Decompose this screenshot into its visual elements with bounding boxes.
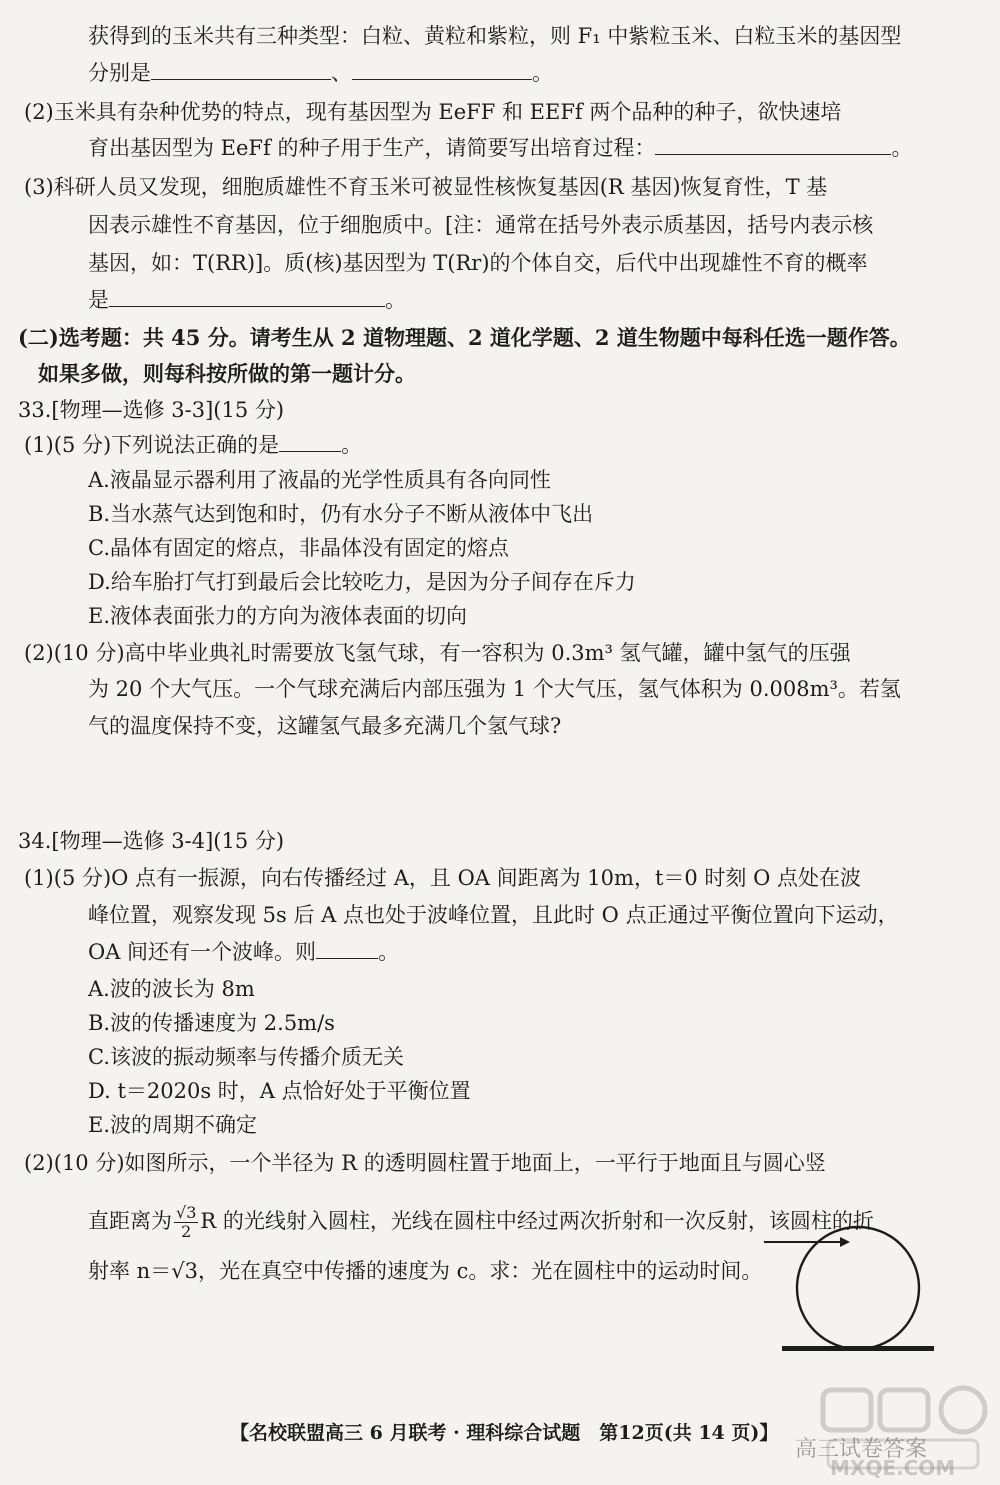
watermark-text: 高三试卷答案: [795, 1437, 928, 1462]
q33-part1-end: 。: [341, 433, 363, 457]
q34-part2-line-1: (2)(10 分)如图所示，一个半径为 R 的透明圆柱置于地面上，一平行于地面且与圆心竖: [24, 1151, 826, 1175]
answer-blank-purple[interactable]: [151, 59, 331, 80]
bio-q3-text: 是: [88, 288, 109, 312]
q33-part2-line-2: 为 20 个大气压。一个气球充满后内部压强为 1 个大气压，氢气体积为 0.008m³。若氢: [88, 677, 901, 701]
q34-part1-line-2: 峰位置，观察发现 5s 后 A 点也处于波峰位置，且此时 O 点正通过平衡位置向下运动，: [88, 903, 899, 927]
bio-q3-line-2: 因表示雄性不育基因，位于细胞质中。[注：通常在括号外表示质基因，括号内表示核: [88, 213, 874, 237]
q33-option-a: A.液晶显示器利用了液晶的光学性质具有各向同性: [88, 468, 551, 492]
answer-blank-q34[interactable]: [316, 938, 378, 959]
bio-q2-end: 。: [891, 136, 913, 160]
q34-option-c: C.该波的振动频率与传播介质无关: [88, 1045, 404, 1069]
watermark-url: MXQE.COM: [830, 1456, 956, 1480]
q33-part1: [24, 430, 362, 460]
q33-option-c: C.晶体有固定的熔点，非晶体没有固定的熔点: [88, 536, 509, 560]
fraction-denominator: 2: [181, 1222, 192, 1241]
answer-blank-q33[interactable]: [279, 431, 341, 452]
q34-option-e: E.波的周期不确定: [88, 1113, 258, 1137]
q34-part2-text-b: R 的光线射入圆柱，光线在圆柱中经过两次折射和一次反射，该圆柱的折: [200, 1209, 874, 1233]
fraction-numerator: √3: [176, 1203, 197, 1222]
answer-blank-probability[interactable]: [109, 286, 385, 307]
q34-title: 34.[物理—选修 3-4](15 分): [18, 829, 285, 853]
q34-option-a: A.波的波长为 8m: [88, 977, 255, 1001]
q34-part1-text: OA 间还有一个波峰。则: [88, 940, 317, 964]
bio-q3-line-3: 基因，如：T(RR)]。质(核)基因型为 T(Rr)的个体自交，后代中出现雄性不育的概率: [88, 251, 868, 275]
q33-option-d: D.给车胎打气打到最后会比较吃力，是因为分子间存在斥力: [88, 570, 636, 594]
bio-line-2-text: 分别是: [88, 61, 151, 85]
bio-sep: 、: [331, 61, 352, 85]
q34-part2-line-2: [88, 1204, 874, 1241]
q33-part1-text: (1)(5 分)下列说法正确的是: [24, 433, 280, 457]
bio-q3-end: 。: [385, 288, 406, 312]
ray-arrowhead: [840, 1237, 850, 1247]
q34-part1-line-3: [88, 937, 399, 967]
q33-option-e: E.液体表面张力的方向为液体表面的切向: [88, 604, 468, 628]
bio-end: 。: [532, 61, 553, 85]
cylinder-figure: [760, 1225, 950, 1360]
answer-blank-white[interactable]: [352, 59, 532, 80]
q34-option-d: D. t＝2020s 时，A 点恰好处于平衡位置: [88, 1079, 471, 1103]
page-footer: 【名校联盟高三 6 月联考 · 理科综合试题 第12页(共 14 页)】: [230, 1422, 779, 1444]
section-2-heading: (二)选考题：共 45 分。请考生从 2 道物理题、2 道化学题、2 道生物题中每科任选一题作答。: [18, 325, 911, 350]
q33-part2-line-1: (2)(10 分)高中毕业典礼时需要放飞氢气球，有一容积为 0.3m³ 氢气罐，罐中氢气的压强: [24, 641, 851, 665]
cylinder-cross-section: [797, 1227, 919, 1349]
bio-line-2: [88, 58, 553, 88]
bio-q2-line-1: (2)玉米具有杂种优势的特点，现有基因型为 EeFF 和 EEFf 两个品种的种子，欲快速培: [24, 100, 842, 124]
bio-q3-line-4: [88, 285, 406, 315]
ground-line: [782, 1346, 934, 1351]
fraction-sqrt3-over-2: [174, 1204, 198, 1241]
bio-q2-text: 育出基因型为 EeFf 的种子用于生产，请简要写出培育过程：: [88, 136, 656, 160]
q34-part1-line-1: (1)(5 分)O 点有一振源，向右传播经过 A，且 OA 间距离为 10m，t＝0 时刻 O 点处在波: [24, 866, 861, 890]
bio-line-1: 获得到的玉米共有三种类型：白粒、黄粒和紫粒，则 F₁ 中紫粒玉米、白粒玉米的基因型: [88, 24, 902, 48]
q33-option-b: B.当水蒸气达到饱和时，仍有水分子不断从液体中飞出: [88, 502, 594, 526]
q34-part1-end: 。: [378, 940, 400, 964]
bio-q3-line-1: (3)科研人员又发现，细胞质雄性不育玉米可被显性核恢复基因(R 基因)恢复育性，T 基: [24, 175, 828, 199]
q33-title: 33.[物理—选修 3-3](15 分): [18, 398, 285, 422]
answer-blank-breeding[interactable]: [655, 134, 891, 155]
q33-part2-line-3: 气的温度保持不变，这罐氢气最多充满几个氢气球?: [88, 714, 562, 738]
section-2-note: 如果多做，则每科按所做的第一题计分。: [38, 361, 416, 386]
q34-option-b: B.波的传播速度为 2.5m/s: [88, 1011, 335, 1035]
q34-part2-text-a: 直距离为: [88, 1209, 172, 1233]
bio-q2-line-2: [88, 133, 912, 163]
q34-part2-line-3: 射率 n＝√3，光在真空中传播的速度为 c。求：光在圆柱中的运动时间。: [88, 1259, 763, 1283]
